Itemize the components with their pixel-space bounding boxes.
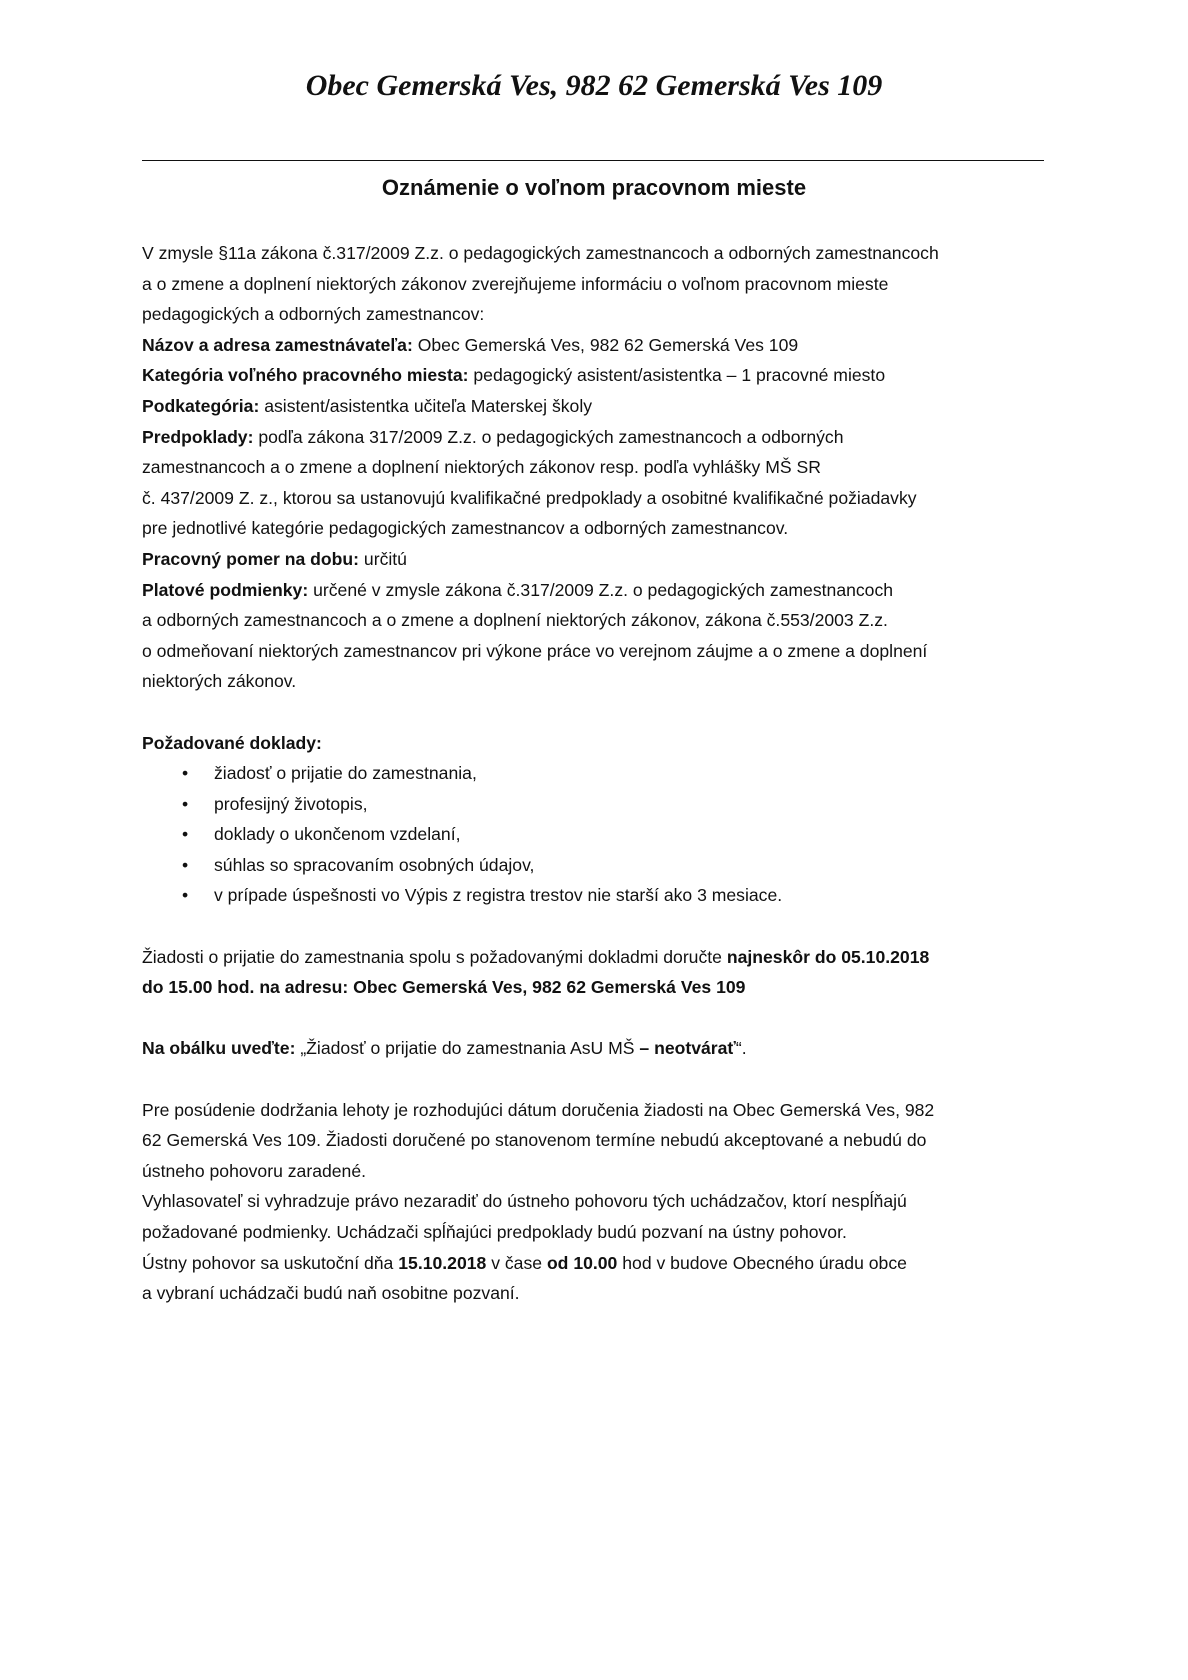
list-item [142,819,1050,850]
salary-text: určené v zmysle zákona č.317/2009 Z.z. o pedagogických zamestnancoch [308,579,894,600]
closing-line: a vybraní uchádzači budú naň osobitne pozvaní. [142,1283,520,1304]
submission-text: Žiadosti o prijatie do zamestnania spolu s požadovanými dokladmi doručte [142,946,727,967]
submission-line [142,942,1050,973]
requirements-row [142,422,1050,453]
interview-text: Ústny pohovor sa uskutoční dňa [142,1252,399,1273]
interview-text: hod v budove Obecného úradu obce [617,1252,907,1273]
documents-heading: Požadované doklady: [142,732,322,753]
list-item-text: v prípade úspešnosti vo Výpis z registra trestov nie starší ako 3 mesiace. [214,885,783,906]
subcategory-label: Podkategória: [142,395,260,416]
subcategory-row [142,391,1050,422]
bullet-icon: • [182,885,189,906]
spacer [142,1064,1050,1095]
subcategory-value: asistent/asistentka učiteľa Materskej školy [259,395,593,416]
interview-line [142,1248,1050,1279]
municipality-header: Obec Gemerská Ves, 982 62 Gemerská Ves 109 [305,69,883,102]
requirements-label: Predpoklady: [142,426,254,447]
list-item [142,850,1050,881]
interview-text: v čase [486,1252,547,1273]
salary-label: Platové podmienky: [142,579,309,600]
intro-line: V zmysle §11a zákona č.317/2009 Z.z. o pedagogických zamestnancoch a odborných zamestnancoch [142,243,939,263]
submission-deadline: najneskôr do 05.10.2018 [726,946,930,967]
list-item [142,789,1050,820]
salary-line: a odborných zamestnancoch a o zmene a doplnení niektorých zákonov, zákona č.553/2003 Z.z. [142,610,888,631]
envelope-line [142,1033,1050,1064]
list-item-text: profesijný životopis, [214,793,368,814]
bullet-icon: • [182,763,189,784]
requirements-text: podľa zákona 317/2009 Z.z. o pedagogických zamestnancoch a odborných [253,426,844,447]
spacer [142,911,1050,942]
closing-line: Vyhlasovateľ si vyhradzuje právo nezaradiť do ústneho pohovoru tých uchádzačov, ktorí nespĺňajú [142,1191,907,1212]
salary-row [142,575,1050,606]
notice-body [142,238,1050,1309]
envelope-text: „Žiadosť o prijatie do zamestnania AsU MŠ [295,1038,640,1059]
requirements-line: pre jednotlivé kategórie pedagogických zamestnancov a odborných zamestnancov. [142,518,789,539]
closing-line: ústneho pohovoru zaradené. [142,1160,367,1181]
interview-time: od 10.00 [546,1252,618,1273]
requirements-line: č. 437/2009 Z. z., ktorou sa ustanovujú kvalifikačné predpoklady a osobitné kvalifikačné požiadavky [142,487,917,508]
category-label: Kategória voľného pracovného miesta: [142,365,469,386]
header-divider [142,160,1044,161]
category-value: pedagogický asistent/asistentka – 1 pracovné miesto [468,365,886,386]
intro-line: a o zmene a doplnení niektorých zákonov zverejňujeme informáciu o voľnom pracovnom mieste [142,273,889,294]
salary-line: niektorých zákonov. [142,671,297,692]
closing-line: 62 Gemerská Ves 109. Žiadosti doručené po stanovenom termíne nebudú akceptované a nebudú do [142,1130,927,1151]
bullet-icon: • [182,824,189,845]
list-item-text: žiadosť o prijatie do zamestnania, [214,763,477,784]
documents-list [142,758,1050,911]
employment-value: určitú [359,548,407,569]
requirements-line: zamestnancoch a o zmene a doplnení niektorých zákonov resp. podľa vyhlášky MŠ SR [142,457,821,478]
employment-row [142,544,1050,575]
bullet-icon: • [182,793,189,814]
employer-value: Obec Gemerská Ves, 982 62 Gemerská Ves 109 [412,334,799,355]
interview-date: 15.10.2018 [398,1252,487,1273]
spacer [142,1003,1050,1034]
list-item [142,880,1050,911]
bullet-icon: • [182,854,189,875]
category-row [142,360,1050,391]
salary-line: o odmeňovaní niektorých zamestnancov pri výkone práce vo verejnom záujme a o zmene a doplnení [142,640,928,661]
closing-line: Pre posúdenie dodržania lehoty je rozhodujúci dátum doručenia žiadosti na Obec Gemerská Ves, 982 [142,1099,935,1120]
intro-line: pedagogických a odborných zamestnancov: [142,304,485,325]
list-item-text: doklady o ukončenom vzdelaní, [214,824,461,845]
employer-row [142,330,1050,361]
list-item-text: súhlas so spracovaním osobných údajov, [214,854,535,875]
list-item [142,758,1050,789]
employer-label: Názov a adresa zamestnávateľa: [142,334,413,355]
envelope-end: “. [735,1038,747,1059]
submission-address: do 15.00 hod. na adresu: Obec Gemerská Ves, 982 62 Gemerská Ves 109 [142,977,746,998]
notice-title: Oznámenie o voľnom pracovnom mieste [381,175,807,200]
envelope-label: Na obálku uveďte: [142,1038,296,1059]
employment-label: Pracovný pomer na dobu: [142,548,360,569]
spacer [142,697,1050,728]
envelope-do-not-open: – neotvárať [639,1038,736,1059]
closing-line: požadované podmienky. Uchádzači spĺňajúci predpoklady budú pozvaní na ústny pohovor. [142,1222,847,1242]
